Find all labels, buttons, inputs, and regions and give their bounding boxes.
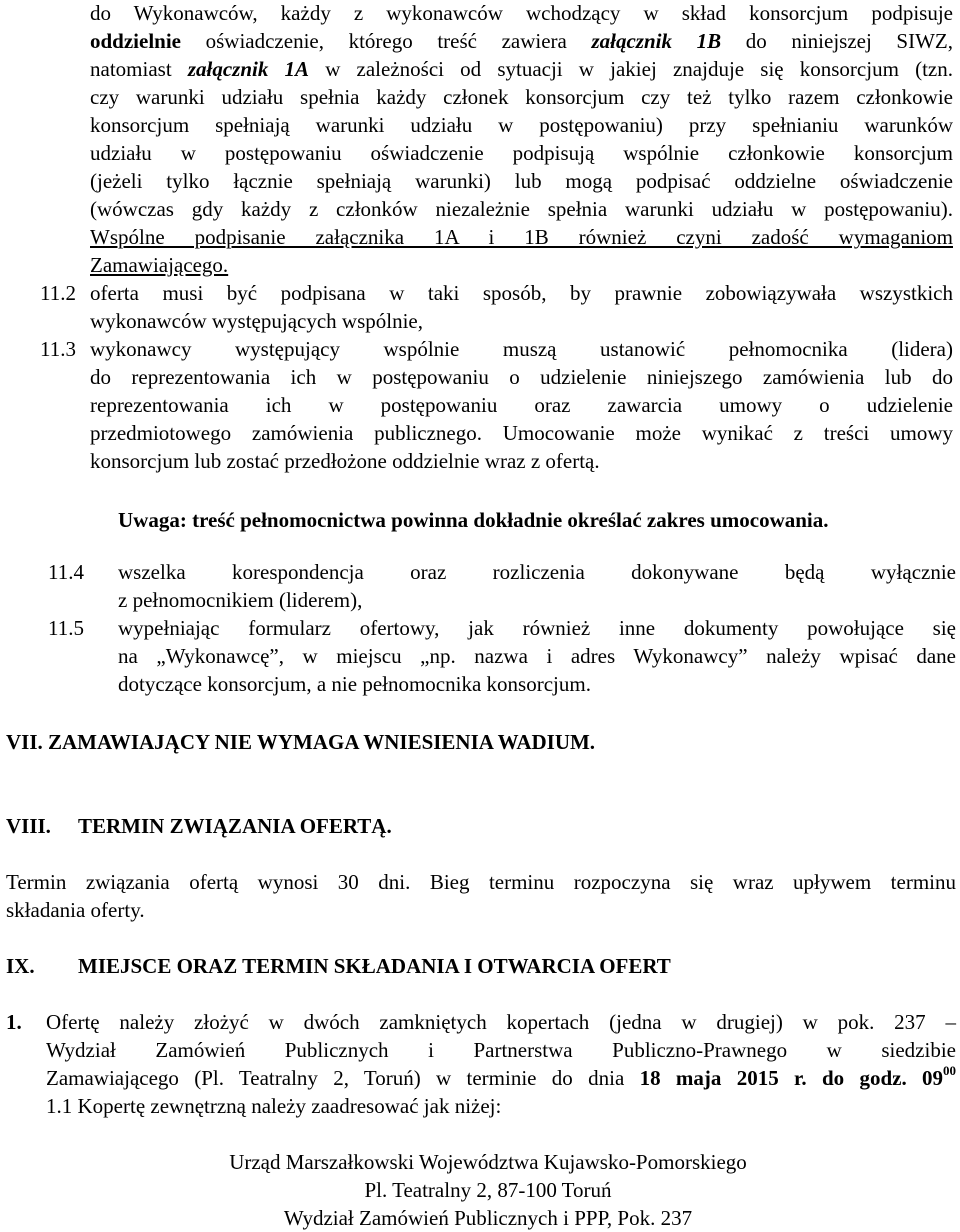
item-number-11-4: 11.4 <box>48 560 84 584</box>
item-number-11-5: 11.5 <box>48 616 84 640</box>
item-line: do reprezentowania ich w postępowaniu o udzielenie niniejszego zamówienia lub do <box>90 365 953 389</box>
item-number-1: 1. <box>6 1010 22 1034</box>
underlined-line: Wspólne podpisanie załącznika 1A i 1B również czyni zadość wymaganiom <box>90 225 953 249</box>
paragraph-line <box>90 27 953 55</box>
item-line: Wydział Zamówień Publicznych i Partnerstwa Publiczno-Prawnego w siedzibie <box>46 1038 956 1062</box>
attachment-reference: załącznik 1B <box>591 29 722 53</box>
item-line: z pełnomocnikiem (liderem), <box>118 588 363 612</box>
paragraph-line <box>90 55 953 83</box>
item-line: wypełniając formularz ofertowy, jak również inne dokumenty powołujące się <box>118 616 956 640</box>
text-span: w zależności od sytuacji w jakiej znajduje się konsorcjum (tzn. <box>309 57 953 81</box>
item-line: wszelka korespondencja oraz rozliczenia dokonywane będą wyłącznie <box>118 560 956 584</box>
item-1 <box>46 1008 956 1092</box>
item-11-5 <box>118 614 956 698</box>
item-line <box>46 1064 956 1092</box>
text-span: do niniejszej SIWZ, <box>721 29 953 53</box>
item-line: oferta musi być podpisana w taki sposób, by prawnie zobowiązywała wszystkich <box>90 281 953 305</box>
paragraph-line: (wówczas gdy każdy z członków niezależnie spełnia warunki udziału w postępowaniu). <box>90 197 953 221</box>
paragraph-line: (jeżeli tylko łącznie spełniają warunki) lub mogą podpisać oddzielne oświadczenie <box>90 169 953 193</box>
address-line-1: Urząd Marszałkowski Województwa Kujawsko-Pomorskiego <box>229 1150 747 1174</box>
deadline-date: 18 maja 2015 r. do godz. 09 <box>639 1066 944 1090</box>
power-of-attorney-note: Uwaga: treść pełnomocnictwa powinna dokładnie określać zakres umocowania. <box>118 508 829 532</box>
consortium-paragraph <box>90 0 953 279</box>
item-line: Ofertę należy złożyć w dwóch zamkniętych kopertach (jedna w drugiej) w pok. 237 – <box>46 1010 956 1034</box>
paragraph-line: składania oferty. <box>6 898 145 922</box>
section-ix-number: IX. <box>6 954 35 978</box>
paragraph-line: Termin związania ofertą wynosi 30 dni. Bieg terminu rozpoczyna się wraz upływem terminu <box>6 870 956 894</box>
address-line-3: Wydział Zamówień Publicznych i PPP, Pok. 237 <box>283 1206 693 1230</box>
paragraph-line: udziału w postępowaniu oświadczenie podpisują wspólnie członkowie konsorcjum <box>90 141 953 165</box>
paragraph-line: czy warunki udziału spełnia każdy członek konsorcjum czy też tylko razem członkowie <box>90 85 953 109</box>
item-number-11-2: 11.2 <box>40 281 76 305</box>
item-11-4 <box>118 558 956 614</box>
text-span: oświadczenie, którego treść zawiera <box>181 29 592 53</box>
attachment-reference: załącznik 1A <box>187 57 310 81</box>
item-line: wykonawcy występujący wspólnie muszą ustanowić pełnomocnika (lidera) <box>90 337 953 361</box>
item-1-1 <box>46 1092 501 1120</box>
paragraph-line <box>90 0 953 27</box>
deadline-minutes: 00 <box>943 1063 957 1078</box>
text-span: do Wykonawców, każdy z wykonawców wchodzący w skład konsorcjum podpisuje <box>90 1 953 25</box>
item-number-1-1: 1.1 <box>46 1094 73 1118</box>
section-viii-heading: TERMIN ZWIĄZANIA OFERTĄ. <box>78 814 392 838</box>
item-11-2 <box>90 279 953 335</box>
text-span: natomiast <box>90 57 188 81</box>
item-line: dotyczące konsorcjum, a nie pełnomocnika konsorcjum. <box>118 672 591 696</box>
item-line: na „Wykonawcę”, w miejscu „np. nazwa i adres Wykonawcy” należy wpisać dane <box>118 644 956 668</box>
address-line-2: Pl. Teatralny 2, 87-100 Toruń <box>364 1178 612 1202</box>
underlined-line: Zamawiającego. <box>90 253 229 277</box>
section-viii-number: VIII. <box>6 814 51 838</box>
item-line: przedmiotowego zamówienia publicznego. Umocowanie może wynikać z treści umowy <box>90 421 953 445</box>
paragraph-line: konsorcjum spełniają warunki udziału w postępowaniu) przy spełnianiu warunków <box>90 113 953 137</box>
item-text: Kopertę zewnętrzną należy zaadresować jak niżej: <box>77 1094 502 1118</box>
section-ix-heading: MIEJSCE ORAZ TERMIN SKŁADANIA I OTWARCIA OFERT <box>78 954 671 978</box>
text-span: Zamawiającego (Pl. Teatralny 2, Toruń) w terminie do dnia <box>46 1066 640 1090</box>
bold-text: oddzielnie <box>90 29 182 53</box>
item-number-11-3: 11.3 <box>40 337 76 361</box>
section-vii-heading: VII. ZAMAWIAJĄCY NIE WYMAGA WNIESIENIA WADIUM. <box>6 730 596 754</box>
item-line: wykonawców występujących wspólnie, <box>90 309 424 333</box>
item-line: reprezentowania ich w postępowaniu oraz zawarcia umowy o udzielenie <box>90 393 953 417</box>
item-11-3 <box>90 335 953 475</box>
offer-validity-text <box>6 868 956 924</box>
item-line: konsorcjum lub zostać przedłożone oddzielnie wraz z ofertą. <box>90 449 600 473</box>
